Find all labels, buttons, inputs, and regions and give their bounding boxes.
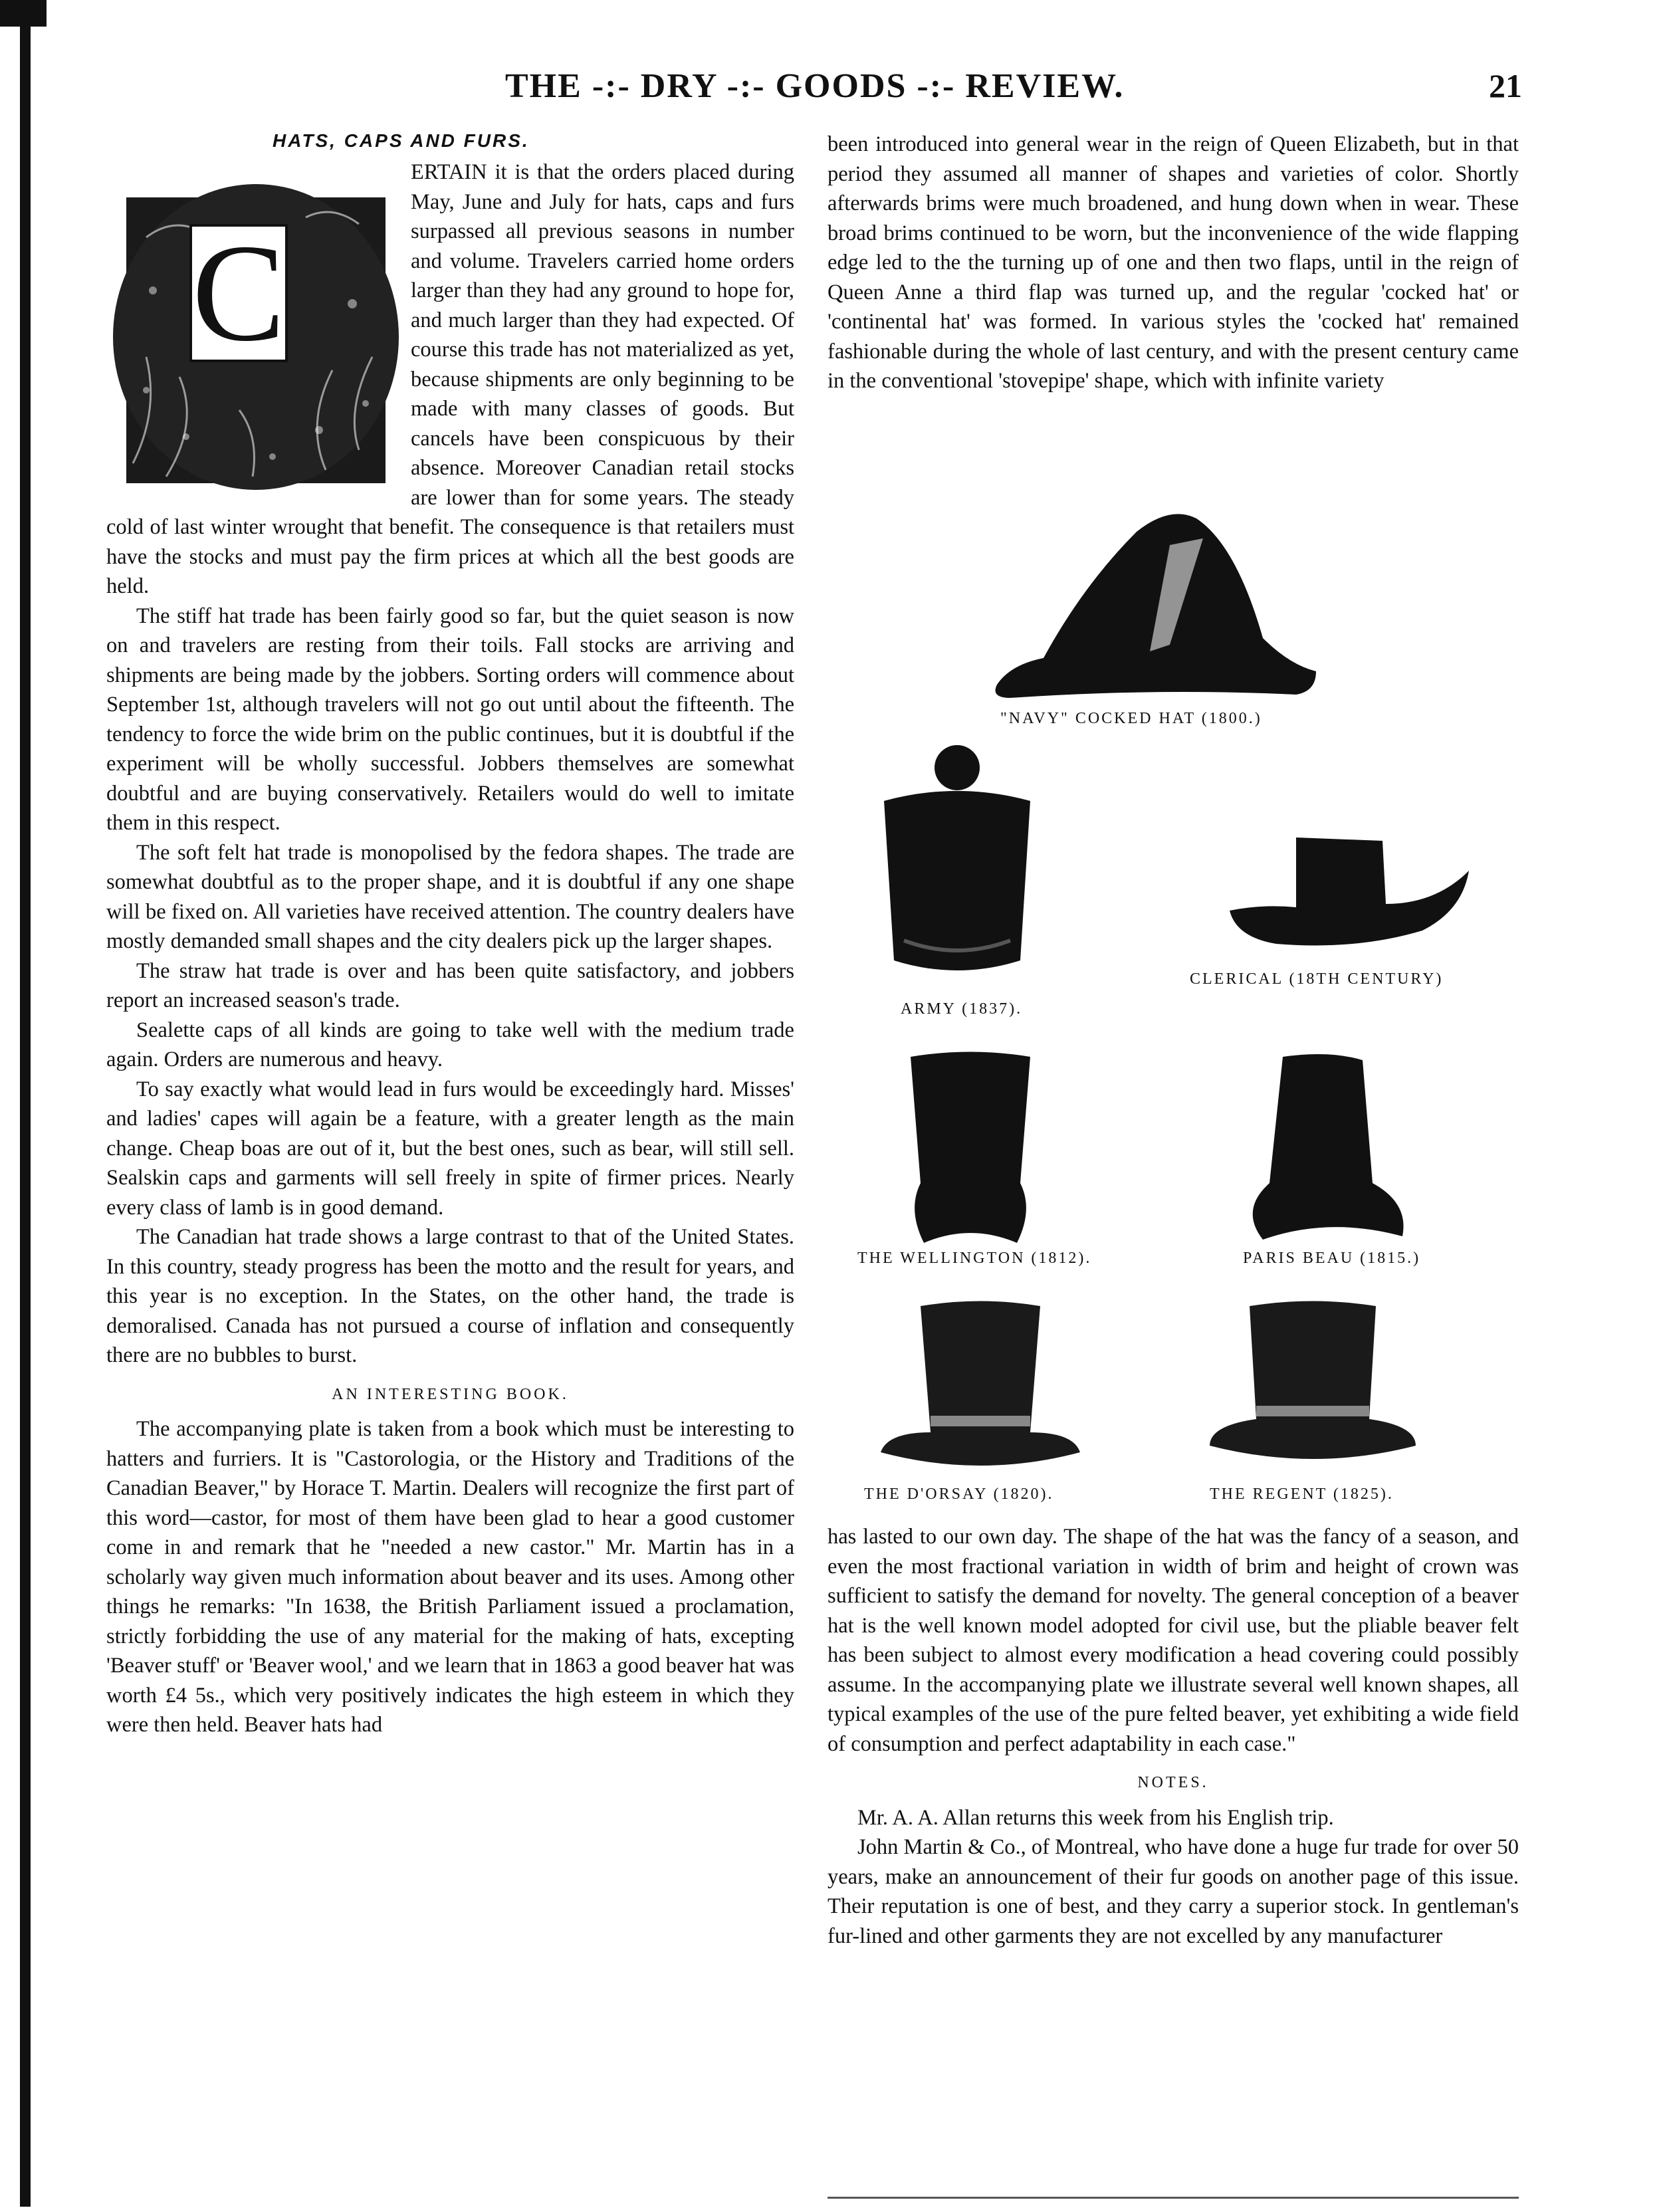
regent-hat-image xyxy=(1203,1299,1422,1472)
caption-navy: "NAVY" COCKED HAT (1800.) xyxy=(1000,710,1262,727)
right-column-bottom xyxy=(828,1522,1519,1951)
paragraph-2: The stiff hat trade has been fairly good so far, but the quiet season is now on and travelers are resting from their toils. Fall stocks are arriving and shipments are being made by the jobbers. Sorting orders will commence about September 1st, although travelers will not go out until about the fifteenth. The tendency to force the wide brim on the public continues, but it is doubtful if the experiment will be wholly successful. Jobbers themselves are somewhat doubtful and are buying conservatively. Retailers would do well to imitate them in this respect. xyxy=(106,604,794,835)
drop-cap-illustration xyxy=(106,158,399,503)
caption-clerical: CLERICAL (18TH CENTURY) xyxy=(1190,970,1444,988)
page-corner-mark xyxy=(0,0,47,27)
paragraph-3: The soft felt hat trade is monopolised by the fedora shapes. The trade are somewhat doubtful as to the proper shape, and it is doubtful if any one shape will be fixed on. All varieties have received attention. The country dealers have mostly demanded small shapes and the city dealers pick up the larger shapes. xyxy=(106,840,794,953)
army-hat-image xyxy=(864,741,1044,980)
paragraph-4: The straw hat trade is over and has been quite satisfactory, and jobbers report an increased season's trade. xyxy=(106,958,794,1012)
bottom-rule xyxy=(828,2197,1519,2199)
drop-cap-letter: C xyxy=(189,224,288,362)
note-2: John Martin & Co., of Montreal, who have done a huge fur trade for over 50 years, make an announcement of their fur goods on another page of this issue. Their reputation is one of best, and they carry a superior stock. In gentleman's fur-lined and other garments they are not excelled by any manufacturer xyxy=(828,1835,1519,1948)
right-paragraph-bottom: has lasted to our own day. The shape of the hat was the fancy of a season, and even the most fractional variation in width of brim and height of crown was sufficient to satisfy the demand for novelty. The general conception of a beaver hat is the well known model adopted for civil use, but the pliable beaver felt has been subject to almost every modification a head covering could possibly assume. In the accompanying plate we illustrate several well known shapes, all typical examples of the use of the pure felted beaver, yet exhibiting a wide field of consumption and perfect adaptability in each case." xyxy=(828,1525,1519,1756)
paragraph-6: To say exactly what would lead in furs would be exceedingly hard. Misses' and ladies' capes will again be a feature, with a greater length as the main change. Cheap boas are out of it, but the best ones, such as bear, will still sell. Sealskin caps and garments will sell freely in spite of firmer prices. Nearly every class of lamb is in good demand. xyxy=(106,1077,794,1220)
navy-cocked-hat-image xyxy=(984,505,1329,705)
wellington-hat-image xyxy=(897,1050,1044,1250)
note-1: Mr. A. A. Allan returns this week from his English trip. xyxy=(857,1805,1334,1830)
page-header xyxy=(0,66,1661,113)
caption-army: ARMY (1837). xyxy=(901,1000,1023,1018)
left-column xyxy=(106,130,794,1740)
caption-dorsay: THE D'ORSAY (1820). xyxy=(864,1486,1054,1503)
subheading-interesting-book: AN INTERESTING BOOK. xyxy=(332,1385,569,1403)
caption-wellington: THE WELLINGTON (1812). xyxy=(857,1250,1092,1267)
paragraph-1: ERTAIN it is that the orders placed during May, June and July for hats, caps and furs surpassed all previous seasons in number and volume. Travelers carried home orders larger than they had any ground to hope for, and much larger than they had expected. Of course this trade has not materialized as yet, because shipments are only beginning to be made with many classes of goods. But cancels have been conspicuous by their absence. Moreover Canadian retail stocks are lower than for some years. The steady cold of last winter wrought that benefit. The consequence is that retailers must have the stocks and must pay the firm prices at which all the best goods are held. xyxy=(106,160,794,598)
notes-heading: NOTES. xyxy=(1137,1774,1209,1791)
paris-beau-hat-image xyxy=(1243,1050,1409,1250)
clerical-hat-image xyxy=(1223,831,1476,950)
paragraph-5: Sealette caps of all kinds are going to take well with the medium trade again. Orders are numerous and heavy. xyxy=(106,1018,794,1071)
right-column-top xyxy=(828,130,1519,396)
right-paragraph-top: been introduced into general wear in the reign of Queen Elizabeth, but in that period they assumed all manner of shapes and varieties of color. Shortly afterwards brims were much broadened, and hung down when in wear. These broad brims continued to be worn, but the inconvenience of the wide flapping edge led to the the turning up of one and then two flaps, until in the reign of Queen Anne a third flap was turned up, and the regular 'cocked hat' or 'continental hat' was formed. In various styles the 'cocked hat' remained fashionable during the whole of last century, and with the present century came in the conventional 'stovepipe' shape, which with infinite variety xyxy=(828,132,1519,393)
section-heading: HATS, CAPS AND FURS. xyxy=(273,130,530,151)
caption-paris-beau: PARIS BEAU (1815.) xyxy=(1243,1250,1421,1267)
caption-regent: THE REGENT (1825). xyxy=(1210,1486,1394,1503)
publication-title: THE -:- DRY -:- GOODS -:- REVIEW. xyxy=(505,67,1125,105)
page-number: 21 xyxy=(1489,67,1522,104)
dorsay-hat-image xyxy=(874,1299,1087,1479)
paragraph-8: The accompanying plate is taken from a book which must be interesting to hatters and furriers. It is "Castorologia, or the History and Traditions of the Canadian Beaver," by Horace T. Martin. Dealers will recognize the first part of this word—castor, for most of them have been glad to hear a good customer come in and remark that he "needed a new castor." Mr. Martin has in a scholarly way given much information about beaver and its uses. Among other things he remarks: "In 1638, the British Parliament issued a proclamation, strictly forbidding the use of any material for the making of hats, excepting 'Beaver stuff' or 'Beaver wool,' and we learn that in 1863 a good beaver hat was worth £4 5s., which very positively indicates the high esteem in which they were then held. Beaver hats had xyxy=(106,1417,794,1737)
paragraph-7: The Canadian hat trade shows a large contrast to that of the United States. In this country, steady progress has been the motto and the result for years, and this year is no exception. In the States, on the other hand, the trade is demoralised. Canada has not pursued a course of inflation and consequently there are no bubbles to burst. xyxy=(106,1225,794,1367)
page-edge-bar xyxy=(20,20,31,2207)
